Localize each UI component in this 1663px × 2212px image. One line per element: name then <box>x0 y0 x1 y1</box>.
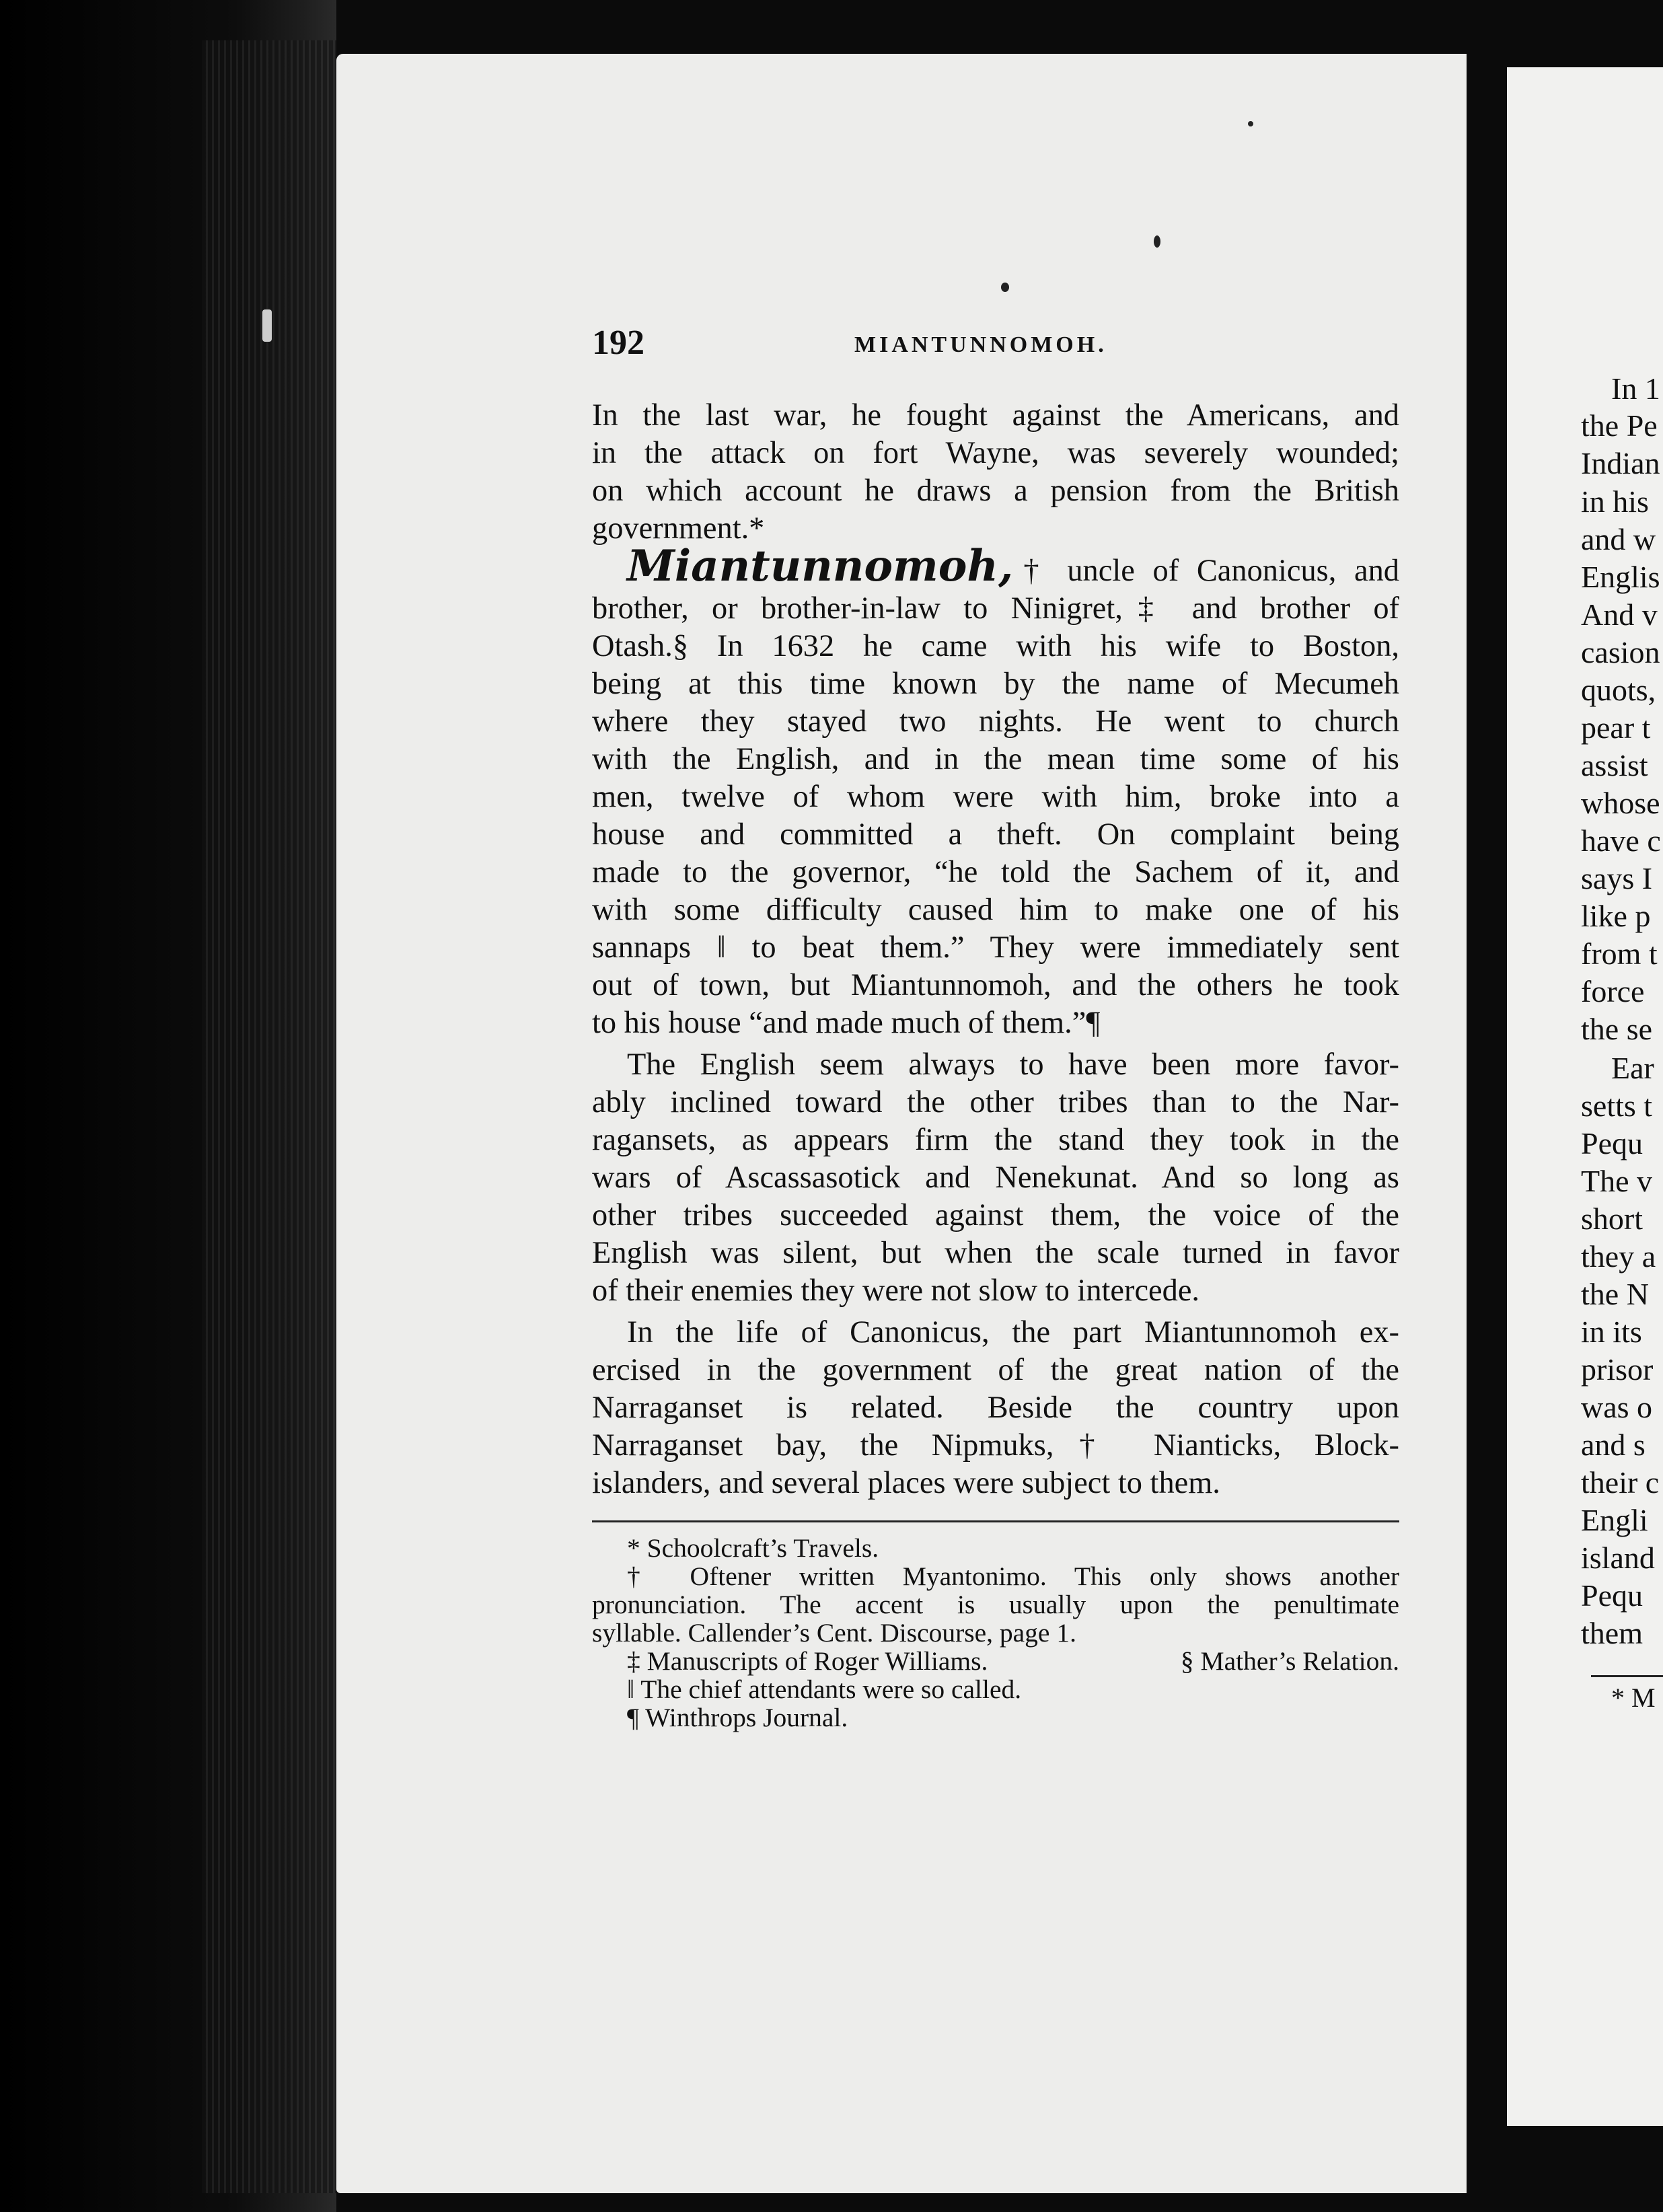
footnote: * Schoolcraft’s Travels. <box>627 1533 879 1563</box>
page-number: 192 <box>592 324 644 362</box>
text-fragment: † uncle of Canonicus, and <box>1013 554 1399 588</box>
text-line: Narraganset is related. Beside the country upon <box>592 1391 1399 1425</box>
facing-line: the N <box>1581 1277 1649 1311</box>
facing-line: In 1 <box>1611 371 1660 406</box>
subject-name: Miantunnomoh, <box>627 541 1014 591</box>
text-line: men, twelve of whom were with him, broke into a <box>592 780 1399 814</box>
footnote: syllable. Callender’s Cent. Discourse, page 1. <box>592 1618 1076 1648</box>
facing-line: their c <box>1581 1465 1660 1500</box>
facing-line: the se <box>1581 1012 1653 1046</box>
facing-footnote: * M <box>1611 1683 1656 1713</box>
speck <box>1001 283 1009 292</box>
text-line: ably inclined toward the other tribes than to the Nar- <box>592 1085 1399 1119</box>
page-header <box>592 323 1399 370</box>
speck <box>1248 121 1253 126</box>
text-line: of their enemies they were not slow to intercede. <box>592 1274 1200 1308</box>
text-line: The English seem always to have been more favor- <box>627 1047 1399 1082</box>
facing-line: and w <box>1581 522 1656 556</box>
running-title: MIANTUNNOMOH. <box>854 332 1107 357</box>
text-line: ercised in the government of the great nation of the <box>592 1353 1399 1387</box>
facing-line: pear t <box>1581 710 1651 745</box>
footnote-pair <box>592 1647 1399 1675</box>
facing-line: setts t <box>1581 1089 1653 1123</box>
facing-line: Pequ <box>1581 1126 1643 1160</box>
text-line: brother, or brother-in-law to Ninigret,‡ and brother of <box>592 591 1399 626</box>
facing-line: like p <box>1581 899 1651 933</box>
facing-line: casion <box>1581 635 1660 669</box>
text-line: being at this time known by the name of Mecumeh <box>592 667 1399 701</box>
text-line: English was silent, but when the scale turned in favor <box>592 1236 1399 1270</box>
facing-line: assist <box>1581 748 1648 782</box>
text-line: with some difficulty caused him to make one of his <box>592 893 1399 927</box>
text-line: wars of Ascassasotick and Nenekunat. And so long as <box>592 1160 1399 1195</box>
facing-line: whose <box>1581 786 1660 820</box>
facing-line: Englis <box>1581 560 1660 594</box>
text-line: government.* <box>592 511 765 546</box>
facing-line: short <box>1581 1202 1643 1236</box>
footnote: pronunciation. The accent is usually upon the penultimate <box>592 1590 1399 1619</box>
facing-line: have c <box>1581 823 1661 858</box>
facing-line: force <box>1581 974 1645 1008</box>
text-line: Narraganset bay, the Nipmuks,† Nianticks, Block- <box>592 1428 1399 1463</box>
text-line <box>592 541 1399 591</box>
footnote: ¶ Winthrops Journal. <box>627 1703 848 1732</box>
text-line: where they stayed two nights. He went to church <box>592 704 1399 739</box>
page-edges <box>202 40 336 2193</box>
text-line: house and committed a theft. On complaint being <box>592 817 1399 852</box>
facing-line: Ear <box>1611 1051 1654 1085</box>
text-line: out of town, but Miantunnomoh, and the others he took <box>592 968 1399 1002</box>
footnote: † Oftener written Myantonimo. This only shows another <box>627 1561 1399 1591</box>
speck <box>1154 235 1160 248</box>
facing-footnote-rule <box>1591 1675 1663 1677</box>
facing-line: island <box>1581 1541 1655 1575</box>
text-line: on which account he draws a pension from the British <box>592 474 1399 508</box>
footnotes <box>592 1534 1399 1732</box>
facing-line: prisor <box>1581 1352 1654 1387</box>
footnote: ‖ The chief attendants were so called. <box>627 1674 1022 1704</box>
facing-line: Indian <box>1581 446 1660 480</box>
text-line: with the English, and in the mean time some of his <box>592 742 1399 776</box>
facing-line: they a <box>1581 1239 1656 1274</box>
facing-line: from t <box>1581 936 1658 971</box>
facing-line: Pequ <box>1581 1578 1643 1613</box>
text-line: In the last war, he fought against the Americans, and <box>592 398 1399 433</box>
footnote-rule <box>592 1520 1399 1522</box>
facing-line: in his <box>1581 484 1649 519</box>
text-line: In the life of Canonicus, the part Miantunnomoh ex- <box>627 1315 1399 1350</box>
text-line: Otash.§ In 1632 he came with his wife to Boston, <box>592 629 1399 663</box>
footnote: § Mather’s Relation. <box>1180 1646 1399 1676</box>
body-text <box>592 397 1399 1502</box>
text-line: in the attack on fort Wayne, was severely wounded; <box>592 436 1399 470</box>
text-line: islanders, and several places were subject to them. <box>592 1466 1220 1500</box>
facing-line: And v <box>1581 597 1658 632</box>
text-line: to his house “and made much of them.”¶ <box>592 1006 1101 1040</box>
text-line: made to the governor, “he told the Sachem of it, and <box>592 855 1399 889</box>
footnote: ‡ Manuscripts of Roger Williams. <box>627 1646 988 1676</box>
facing-line: says I <box>1581 861 1653 895</box>
facing-line: the Pe <box>1581 408 1658 443</box>
text-line: sannaps ‖ to beat them.” They were immediately sent <box>592 930 1399 965</box>
facing-line: was o <box>1581 1390 1653 1424</box>
text-line: other tribes succeeded against them, the voice of the <box>592 1198 1399 1232</box>
facing-line: and s <box>1581 1428 1646 1462</box>
facing-line: Engli <box>1581 1503 1648 1537</box>
facing-line: The v <box>1581 1164 1653 1198</box>
text-line: ragansets, as appears firm the stand they took in the <box>592 1123 1399 1157</box>
facing-line: in its <box>1581 1315 1642 1349</box>
facing-line: quots, <box>1581 673 1656 707</box>
edge-mark <box>262 309 272 342</box>
facing-line: them <box>1581 1616 1643 1650</box>
